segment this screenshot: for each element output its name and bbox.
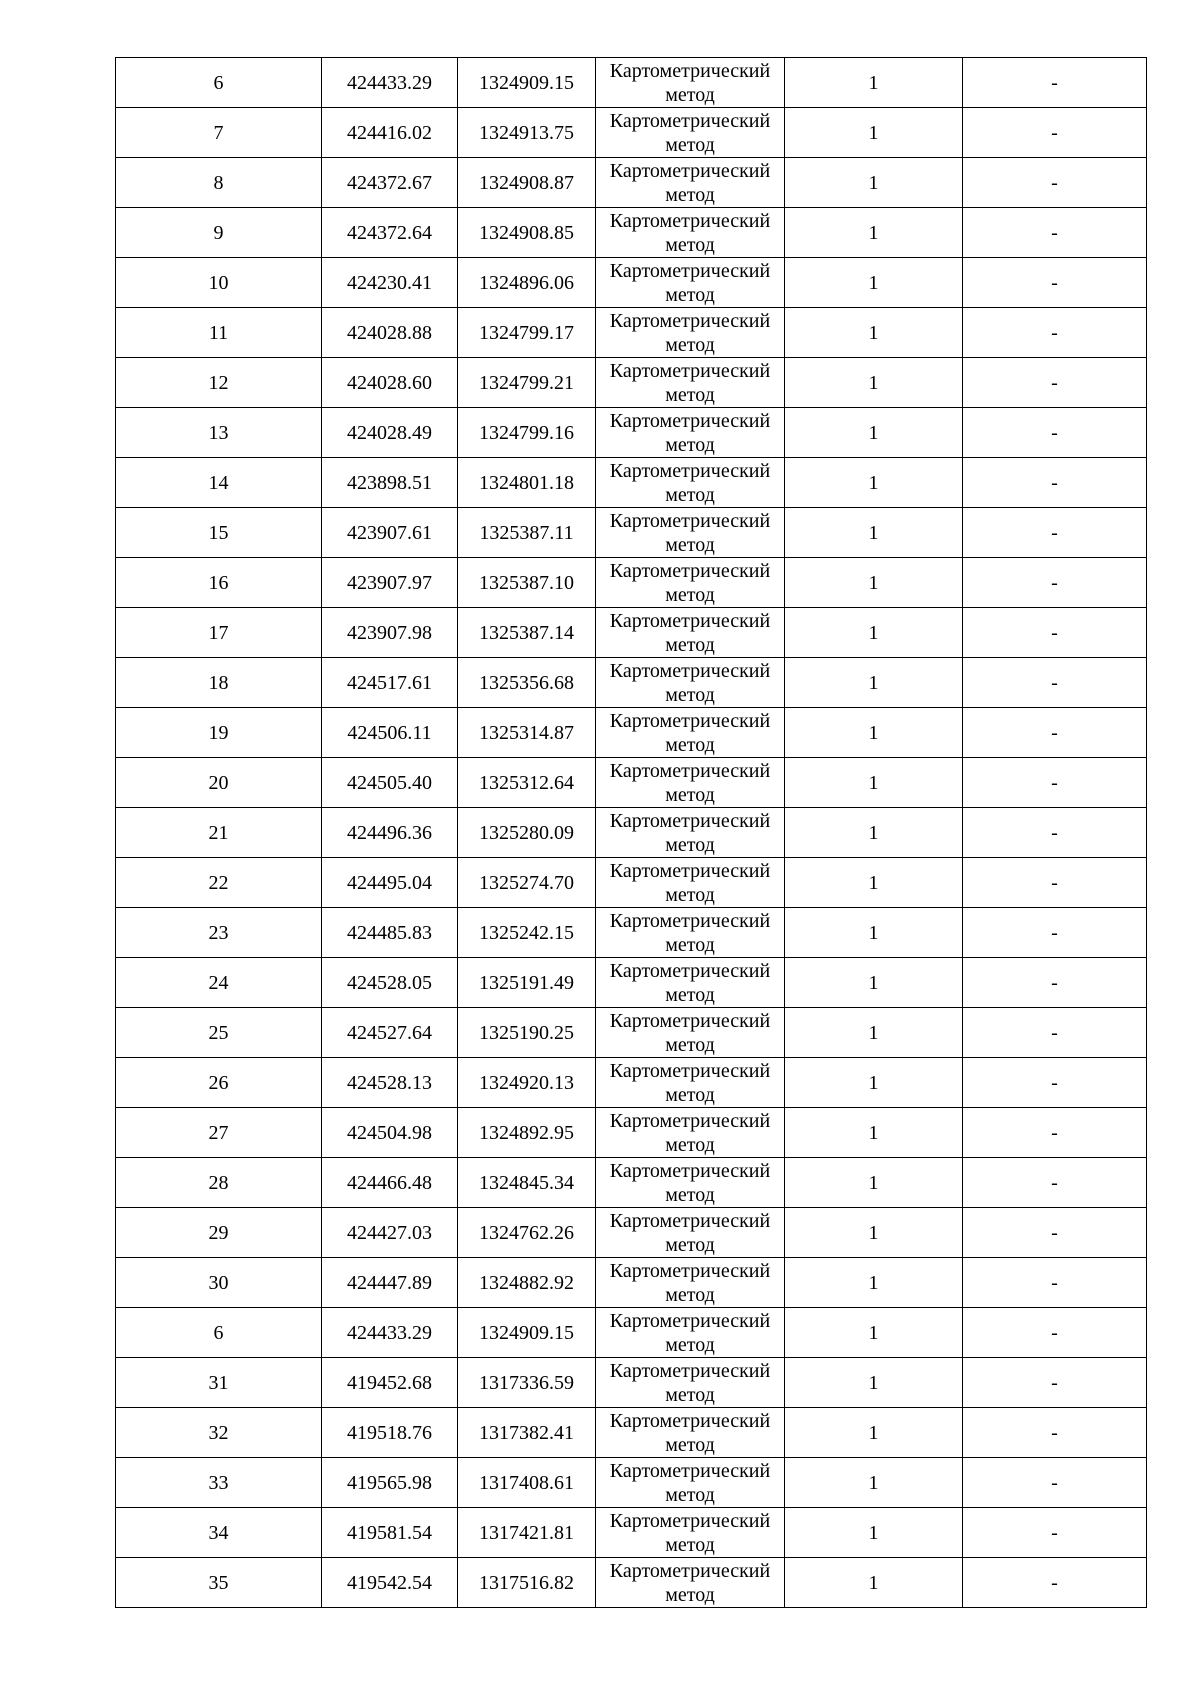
- y-coordinate-cell: 1324892.95: [458, 1108, 596, 1158]
- x-coordinate-cell: 423898.51: [322, 458, 458, 508]
- x-coordinate-cell: 424496.36: [322, 808, 458, 858]
- table-row: [116, 608, 1147, 658]
- method-cell: Картометрический метод: [596, 1508, 785, 1558]
- y-coordinate-cell: 1324909.15: [458, 1308, 596, 1358]
- note-cell: -: [963, 1558, 1147, 1608]
- note-cell: -: [963, 258, 1147, 308]
- x-coordinate-cell: 424505.40: [322, 758, 458, 808]
- accuracy-cell: 1: [785, 1208, 963, 1258]
- point-number-cell: 8: [116, 158, 322, 208]
- note-cell: -: [963, 1208, 1147, 1258]
- x-coordinate-cell: 419452.68: [322, 1358, 458, 1408]
- x-coordinate-cell: 423907.97: [322, 558, 458, 608]
- note-cell: -: [963, 308, 1147, 358]
- table-row: [116, 808, 1147, 858]
- note-cell: -: [963, 1058, 1147, 1108]
- y-coordinate-cell: 1324908.87: [458, 158, 596, 208]
- point-number-cell: 30: [116, 1258, 322, 1308]
- point-number-cell: 9: [116, 208, 322, 258]
- note-cell: -: [963, 1408, 1147, 1458]
- note-cell: -: [963, 208, 1147, 258]
- x-coordinate-cell: 424416.02: [322, 108, 458, 158]
- point-number-cell: 14: [116, 458, 322, 508]
- table-row: [116, 908, 1147, 958]
- y-coordinate-cell: 1324920.13: [458, 1058, 596, 1108]
- method-cell: Картометрический метод: [596, 658, 785, 708]
- table-row: [116, 308, 1147, 358]
- table-row: [116, 358, 1147, 408]
- method-cell: Картометрический метод: [596, 1558, 785, 1608]
- table-row: [116, 758, 1147, 808]
- note-cell: -: [963, 558, 1147, 608]
- method-cell: Картометрический метод: [596, 608, 785, 658]
- note-cell: -: [963, 958, 1147, 1008]
- method-cell: Картометрический метод: [596, 1158, 785, 1208]
- method-cell: Картометрический метод: [596, 1108, 785, 1158]
- table-row: [116, 958, 1147, 1008]
- note-cell: -: [963, 908, 1147, 958]
- table-row: [116, 408, 1147, 458]
- method-cell: Картометрический метод: [596, 858, 785, 908]
- note-cell: -: [963, 1308, 1147, 1358]
- point-number-cell: 35: [116, 1558, 322, 1608]
- x-coordinate-cell: 424433.29: [322, 1308, 458, 1358]
- x-coordinate-cell: 424427.03: [322, 1208, 458, 1258]
- method-cell: Картометрический метод: [596, 258, 785, 308]
- accuracy-cell: 1: [785, 108, 963, 158]
- x-coordinate-cell: 424485.83: [322, 908, 458, 958]
- point-number-cell: 10: [116, 258, 322, 308]
- x-coordinate-cell: 424504.98: [322, 1108, 458, 1158]
- accuracy-cell: 1: [785, 1008, 963, 1058]
- y-coordinate-cell: 1325190.25: [458, 1008, 596, 1058]
- accuracy-cell: 1: [785, 1558, 963, 1608]
- x-coordinate-cell: 424372.64: [322, 208, 458, 258]
- note-cell: -: [963, 1458, 1147, 1508]
- coordinates-table-body: [116, 58, 1147, 1608]
- point-number-cell: 27: [116, 1108, 322, 1158]
- table-row: [116, 1158, 1147, 1208]
- table-row: [116, 58, 1147, 108]
- note-cell: -: [963, 358, 1147, 408]
- accuracy-cell: 1: [785, 358, 963, 408]
- y-coordinate-cell: 1324762.26: [458, 1208, 596, 1258]
- point-number-cell: 6: [116, 58, 322, 108]
- point-number-cell: 18: [116, 658, 322, 708]
- accuracy-cell: 1: [785, 158, 963, 208]
- y-coordinate-cell: 1324799.21: [458, 358, 596, 408]
- method-cell: Картометрический метод: [596, 1008, 785, 1058]
- method-cell: Картометрический метод: [596, 1308, 785, 1358]
- x-coordinate-cell: 424028.88: [322, 308, 458, 358]
- method-cell: Картометрический метод: [596, 58, 785, 108]
- table-row: [116, 458, 1147, 508]
- x-coordinate-cell: 423907.61: [322, 508, 458, 558]
- table-row: [116, 1508, 1147, 1558]
- method-cell: Картометрический метод: [596, 158, 785, 208]
- y-coordinate-cell: 1324896.06: [458, 258, 596, 308]
- accuracy-cell: 1: [785, 758, 963, 808]
- y-coordinate-cell: 1325242.15: [458, 908, 596, 958]
- accuracy-cell: 1: [785, 1508, 963, 1558]
- method-cell: Картометрический метод: [596, 1408, 785, 1458]
- x-coordinate-cell: 424506.11: [322, 708, 458, 758]
- table-row: [116, 1558, 1147, 1608]
- note-cell: -: [963, 1508, 1147, 1558]
- table-row: [116, 258, 1147, 308]
- note-cell: -: [963, 1358, 1147, 1408]
- point-number-cell: 20: [116, 758, 322, 808]
- accuracy-cell: 1: [785, 558, 963, 608]
- note-cell: -: [963, 858, 1147, 908]
- accuracy-cell: 1: [785, 708, 963, 758]
- table-row: [116, 1058, 1147, 1108]
- point-number-cell: 13: [116, 408, 322, 458]
- method-cell: Картометрический метод: [596, 108, 785, 158]
- method-cell: Картометрический метод: [596, 1058, 785, 1108]
- method-cell: Картометрический метод: [596, 458, 785, 508]
- table-row: [116, 858, 1147, 908]
- x-coordinate-cell: 419542.54: [322, 1558, 458, 1608]
- note-cell: -: [963, 808, 1147, 858]
- method-cell: Картометрический метод: [596, 758, 785, 808]
- table-row: [116, 1008, 1147, 1058]
- y-coordinate-cell: 1324908.85: [458, 208, 596, 258]
- method-cell: Картометрический метод: [596, 1208, 785, 1258]
- method-cell: Картометрический метод: [596, 408, 785, 458]
- table-row: [116, 1458, 1147, 1508]
- accuracy-cell: 1: [785, 58, 963, 108]
- note-cell: -: [963, 508, 1147, 558]
- y-coordinate-cell: 1317421.81: [458, 1508, 596, 1558]
- note-cell: -: [963, 108, 1147, 158]
- y-coordinate-cell: 1325312.64: [458, 758, 596, 808]
- table-row: [116, 508, 1147, 558]
- accuracy-cell: 1: [785, 1408, 963, 1458]
- note-cell: -: [963, 1158, 1147, 1208]
- table-row: [116, 1208, 1147, 1258]
- note-cell: -: [963, 1108, 1147, 1158]
- accuracy-cell: 1: [785, 1458, 963, 1508]
- x-coordinate-cell: 424528.05: [322, 958, 458, 1008]
- note-cell: -: [963, 708, 1147, 758]
- x-coordinate-cell: 424433.29: [322, 58, 458, 108]
- accuracy-cell: 1: [785, 958, 963, 1008]
- accuracy-cell: 1: [785, 1358, 963, 1408]
- accuracy-cell: 1: [785, 308, 963, 358]
- method-cell: Картометрический метод: [596, 908, 785, 958]
- y-coordinate-cell: 1325314.87: [458, 708, 596, 758]
- table-row: [116, 1308, 1147, 1358]
- accuracy-cell: 1: [785, 458, 963, 508]
- point-number-cell: 16: [116, 558, 322, 608]
- y-coordinate-cell: 1325387.11: [458, 508, 596, 558]
- x-coordinate-cell: 424447.89: [322, 1258, 458, 1308]
- x-coordinate-cell: 419518.76: [322, 1408, 458, 1458]
- x-coordinate-cell: 424528.13: [322, 1058, 458, 1108]
- x-coordinate-cell: 423907.98: [322, 608, 458, 658]
- y-coordinate-cell: 1317516.82: [458, 1558, 596, 1608]
- point-number-cell: 24: [116, 958, 322, 1008]
- x-coordinate-cell: 424028.49: [322, 408, 458, 458]
- accuracy-cell: 1: [785, 1258, 963, 1308]
- method-cell: Картометрический метод: [596, 1358, 785, 1408]
- note-cell: -: [963, 58, 1147, 108]
- accuracy-cell: 1: [785, 858, 963, 908]
- point-number-cell: 32: [116, 1408, 322, 1458]
- x-coordinate-cell: 424527.64: [322, 1008, 458, 1058]
- point-number-cell: 17: [116, 608, 322, 658]
- note-cell: -: [963, 458, 1147, 508]
- note-cell: -: [963, 158, 1147, 208]
- point-number-cell: 26: [116, 1058, 322, 1108]
- table-row: [116, 1258, 1147, 1308]
- y-coordinate-cell: 1325274.70: [458, 858, 596, 908]
- accuracy-cell: 1: [785, 208, 963, 258]
- accuracy-cell: 1: [785, 408, 963, 458]
- accuracy-cell: 1: [785, 908, 963, 958]
- y-coordinate-cell: 1317336.59: [458, 1358, 596, 1408]
- point-number-cell: 6: [116, 1308, 322, 1358]
- method-cell: Картометрический метод: [596, 558, 785, 608]
- note-cell: -: [963, 408, 1147, 458]
- accuracy-cell: 1: [785, 1308, 963, 1358]
- y-coordinate-cell: 1317382.41: [458, 1408, 596, 1458]
- point-number-cell: 21: [116, 808, 322, 858]
- method-cell: Картометрический метод: [596, 958, 785, 1008]
- accuracy-cell: 1: [785, 808, 963, 858]
- table-row: [116, 1108, 1147, 1158]
- x-coordinate-cell: 424517.61: [322, 658, 458, 708]
- y-coordinate-cell: 1325280.09: [458, 808, 596, 858]
- y-coordinate-cell: 1324801.18: [458, 458, 596, 508]
- point-number-cell: 22: [116, 858, 322, 908]
- y-coordinate-cell: 1325191.49: [458, 958, 596, 1008]
- x-coordinate-cell: 419565.98: [322, 1458, 458, 1508]
- accuracy-cell: 1: [785, 608, 963, 658]
- y-coordinate-cell: 1324909.15: [458, 58, 596, 108]
- method-cell: Картометрический метод: [596, 208, 785, 258]
- point-number-cell: 12: [116, 358, 322, 408]
- accuracy-cell: 1: [785, 1058, 963, 1108]
- x-coordinate-cell: 424466.48: [322, 1158, 458, 1208]
- table-row: [116, 658, 1147, 708]
- y-coordinate-cell: 1324799.17: [458, 308, 596, 358]
- point-number-cell: 28: [116, 1158, 322, 1208]
- note-cell: -: [963, 1008, 1147, 1058]
- accuracy-cell: 1: [785, 258, 963, 308]
- accuracy-cell: 1: [785, 1108, 963, 1158]
- y-coordinate-cell: 1324882.92: [458, 1258, 596, 1308]
- point-number-cell: 33: [116, 1458, 322, 1508]
- coordinates-table: [115, 57, 1147, 1608]
- table-row: [116, 108, 1147, 158]
- method-cell: Картометрический метод: [596, 358, 785, 408]
- x-coordinate-cell: 424028.60: [322, 358, 458, 408]
- point-number-cell: 23: [116, 908, 322, 958]
- method-cell: Картометрический метод: [596, 1458, 785, 1508]
- point-number-cell: 11: [116, 308, 322, 358]
- table-row: [116, 158, 1147, 208]
- x-coordinate-cell: 424495.04: [322, 858, 458, 908]
- note-cell: -: [963, 608, 1147, 658]
- table-row: [116, 208, 1147, 258]
- y-coordinate-cell: 1325387.10: [458, 558, 596, 608]
- y-coordinate-cell: 1324913.75: [458, 108, 596, 158]
- note-cell: -: [963, 758, 1147, 808]
- y-coordinate-cell: 1324845.34: [458, 1158, 596, 1208]
- table-row: [116, 1358, 1147, 1408]
- table-row: [116, 558, 1147, 608]
- point-number-cell: 19: [116, 708, 322, 758]
- y-coordinate-cell: 1317408.61: [458, 1458, 596, 1508]
- point-number-cell: 7: [116, 108, 322, 158]
- method-cell: Картометрический метод: [596, 808, 785, 858]
- x-coordinate-cell: 424372.67: [322, 158, 458, 208]
- point-number-cell: 34: [116, 1508, 322, 1558]
- method-cell: Картометрический метод: [596, 708, 785, 758]
- accuracy-cell: 1: [785, 508, 963, 558]
- method-cell: Картометрический метод: [596, 1258, 785, 1308]
- method-cell: Картометрический метод: [596, 308, 785, 358]
- method-cell: Картометрический метод: [596, 508, 785, 558]
- point-number-cell: 29: [116, 1208, 322, 1258]
- x-coordinate-cell: 419581.54: [322, 1508, 458, 1558]
- y-coordinate-cell: 1324799.16: [458, 408, 596, 458]
- point-number-cell: 31: [116, 1358, 322, 1408]
- table-row: [116, 1408, 1147, 1458]
- note-cell: -: [963, 1258, 1147, 1308]
- note-cell: -: [963, 658, 1147, 708]
- x-coordinate-cell: 424230.41: [322, 258, 458, 308]
- accuracy-cell: 1: [785, 1158, 963, 1208]
- point-number-cell: 25: [116, 1008, 322, 1058]
- point-number-cell: 15: [116, 508, 322, 558]
- y-coordinate-cell: 1325356.68: [458, 658, 596, 708]
- y-coordinate-cell: 1325387.14: [458, 608, 596, 658]
- accuracy-cell: 1: [785, 658, 963, 708]
- table-row: [116, 708, 1147, 758]
